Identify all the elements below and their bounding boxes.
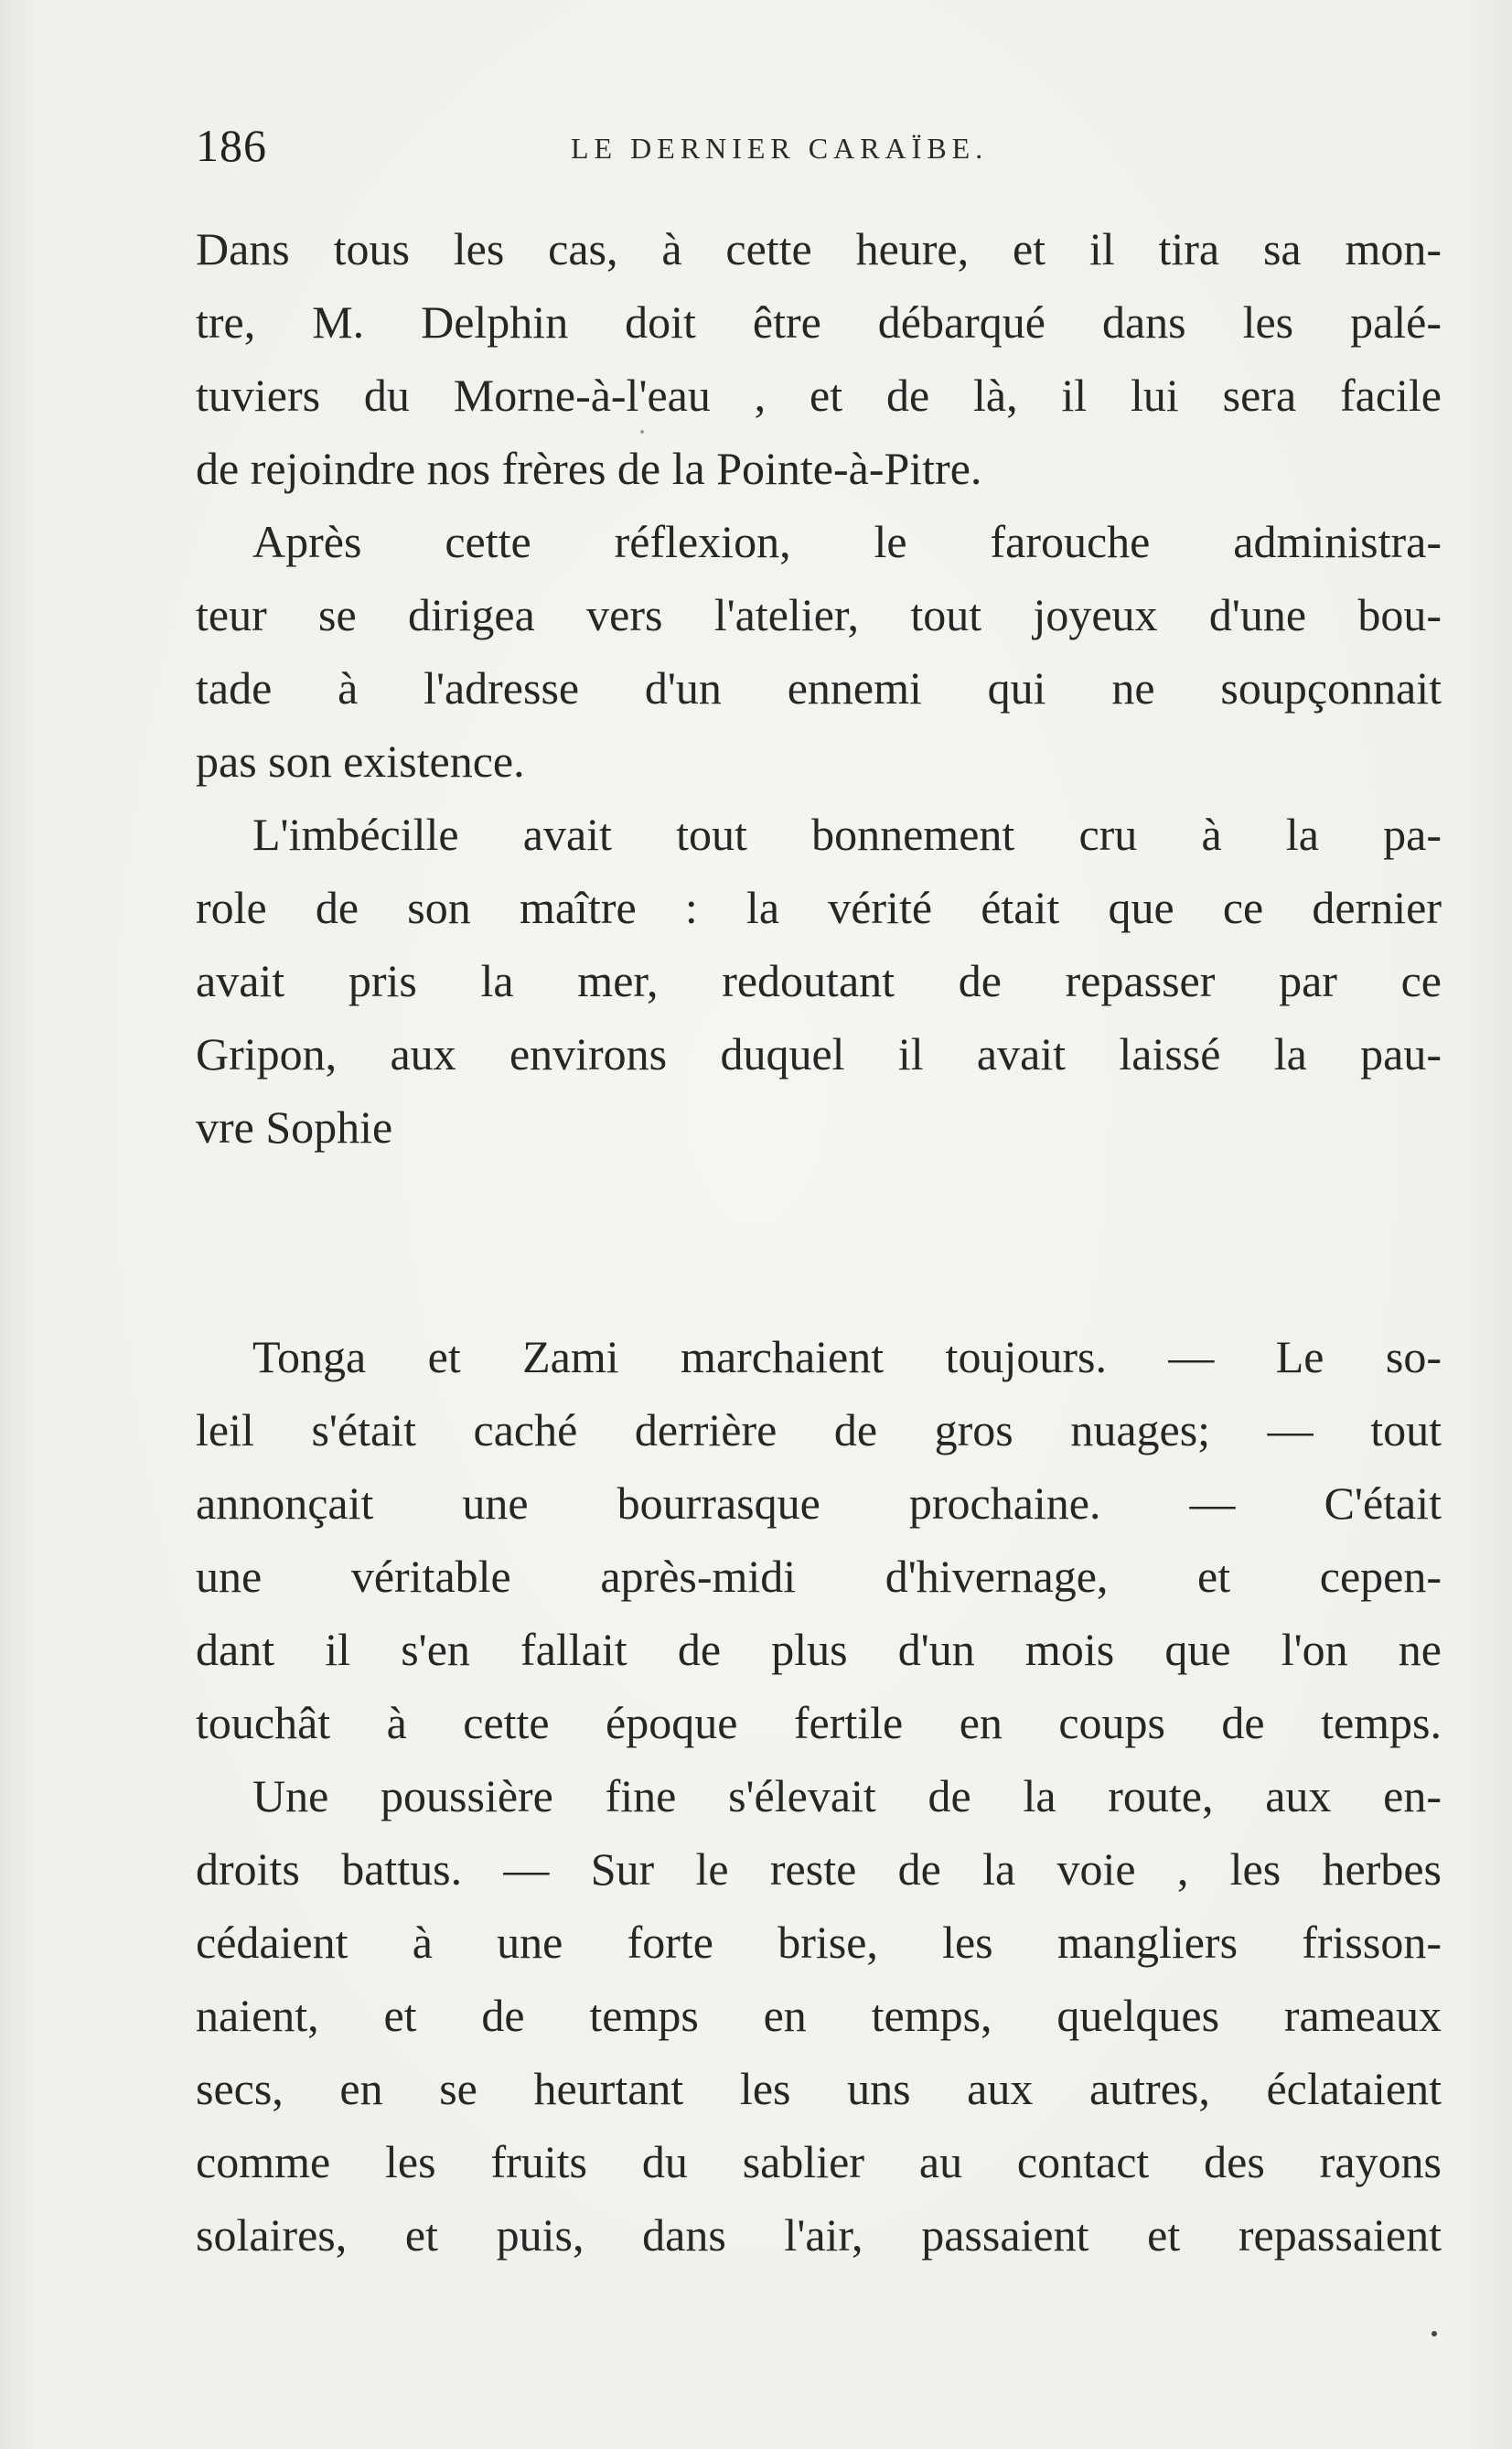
paper-speck [640,430,644,434]
text-line: leil s'était caché derrière de gros nuages; — tout [196,1404,1442,1455]
text-line: tuviers du Morne-à-l'eau , et de là, il lui sera facile [196,370,1442,421]
text-line: de rejoindre nos frères de la Pointe-à-Pitre. [196,443,982,494]
text-line: pas son existence. [196,736,525,787]
text-line: avait pris la mer, redoutant de repasser par ce [196,955,1442,1006]
text-line: cédaient à une forte brise, les mangliers frisson- [196,1917,1442,1968]
text-line: Gripon, aux environs duquel il avait laissé la pau- [196,1028,1442,1079]
text-line: Tonga et Zami marchaient toujours. — Le so- [252,1331,1442,1382]
text-block-1 [196,212,1442,1164]
text-line: secs, en se heurtant les uns aux autres, éclataient [196,2063,1442,2114]
text-line: role de son maître : la vérité était que ce dernier [196,882,1442,933]
page-number: 186 [196,120,267,171]
text-line: droits battus. — Sur le reste de la voie , les herbes [196,1843,1442,1895]
text-line: naient, et de temps en temps, quelques rameaux [196,1990,1442,2041]
text-line: L'imbécille avait tout bonnement cru à la pa- [252,809,1442,860]
text-line: comme les fruits du sablier au contact des rayons [196,2136,1442,2187]
text-line: Après cette réflexion, le farouche administra- [252,516,1442,567]
text-line: solaires, et puis, dans l'air, passaient et repassaient [196,2209,1442,2261]
text-line: annonçait une bourrasque prochaine. — C'était [196,1477,1442,1529]
text-line: une véritable après-midi d'hivernage, et cepen- [196,1551,1442,1602]
paper-speck [1432,2331,1437,2336]
text-line: tade à l'adresse d'un ennemi qui ne soupçonnait [196,662,1442,714]
running-title: LE DERNIER CARAÏBE. [571,132,989,165]
page-header [196,119,1458,183]
text-line: dant il s'en fallait de plus d'un mois que l'on ne [196,1624,1442,1675]
text-line: teur se dirigea vers l'atelier, tout joyeux d'une bou- [196,589,1442,640]
text-block-2 [196,1320,1442,2272]
text-line: touchât à cette époque fertile en coups de temps. [196,1697,1442,1748]
text-line: Dans tous les cas, à cette heure, et il tira sa mon- [196,223,1442,274]
text-line: vre Sophie [196,1101,393,1153]
text-line: Une poussière fine s'élevait de la route, aux en- [252,1770,1442,1821]
text-line: tre, M. Delphin doit être débarqué dans les palé- [196,296,1442,348]
